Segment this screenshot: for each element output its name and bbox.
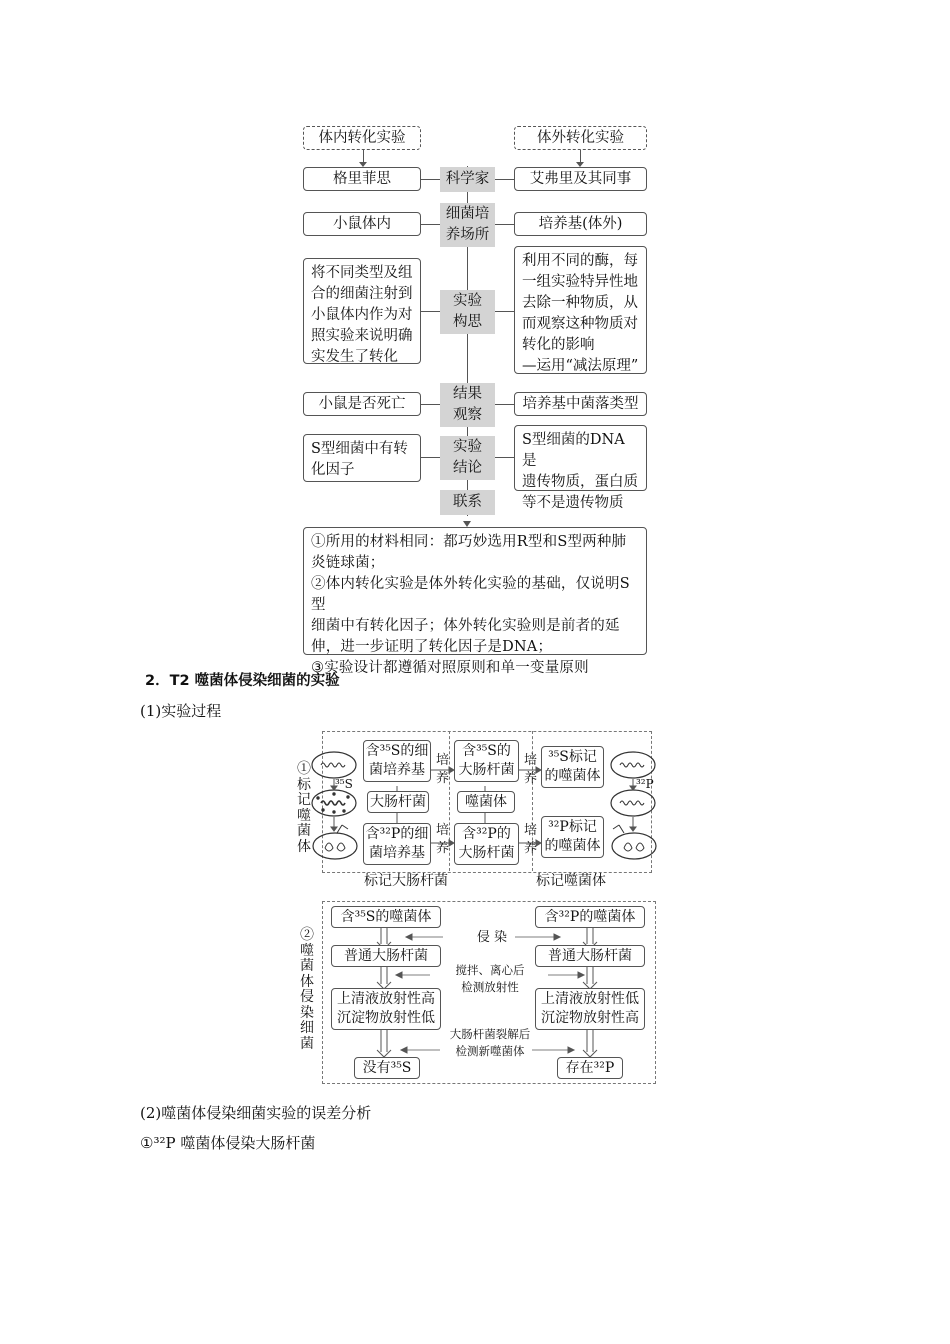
normal-ecoli-left: 普通大肠杆菌 [331, 945, 441, 967]
phage-p32-infect: 含³²P的噬菌体 [535, 906, 645, 928]
culture-label: 培 养 [436, 753, 450, 786]
design-left: 将不同类型及组 合的细菌注射到 小鼠体内作为对 照实验来说明确 实发生了转化 [303, 258, 421, 364]
medium-s35: 含³⁵S的细 菌培养基 [363, 740, 431, 782]
result-s35: 上清液放射性高 沉淀物放射性低 [331, 988, 441, 1030]
ecoli-s35: 含³⁵S的 大肠杆菌 [454, 740, 519, 782]
culture-label: 培 养 [524, 753, 538, 786]
in-vivo-title: 体内转化实验 [303, 126, 421, 150]
normal-ecoli-right: 普通大肠杆菌 [535, 945, 645, 967]
no-s35: 没有³⁵S [354, 1057, 420, 1079]
culture-place-left: 小鼠体内 [303, 212, 421, 236]
p32-tag: ³²P [636, 777, 654, 791]
culture-place-right: 培养基(体外) [514, 212, 647, 236]
result-left: 小鼠是否死亡 [303, 392, 421, 416]
sub-heading-p32: ①³²P 噬菌体侵染大肠杆菌 [140, 1134, 316, 1152]
ecoli-p32: 含³²P的 大肠杆菌 [454, 823, 519, 865]
phage-s35: ³⁵S标记 的噬菌体 [541, 746, 604, 788]
s35-tag: ³⁵S [335, 777, 353, 791]
infect-label: 侵 染 [476, 930, 508, 945]
summary-box: ①所用的材料相同：都巧妙选用R型和S型两种肺 炎链球菌； ②体内转化实验是体外转化实验的基础，仅说明S型 细菌中有转化因子；体外转化实验则是前者的延 伸，进一步证明了转化因子是DNA； ③实验设计都遵循对照原则和单一变量原则 [303, 527, 647, 655]
label-culture-place: 细菌培 养场所 [440, 203, 495, 247]
side-label-2: ②噬菌体侵染细菌 [300, 927, 314, 1052]
side-label-1: ①标记噬菌体 [297, 761, 311, 855]
scientist-left: 格里菲思 [303, 167, 421, 191]
culture-label: 培 养 [524, 823, 538, 856]
label-result: 结果 观察 [440, 383, 495, 427]
result-p32: 上清液放射性低 沉淀物放射性高 [535, 988, 645, 1030]
section-title: 2．T2 噬菌体侵染细菌的实验 [145, 673, 340, 689]
conclusion-right: S型细菌的DNA是 遗传物质，蛋白质 等不是遗传物质 [514, 425, 647, 491]
ecoli-box: 大肠杆菌 [367, 791, 429, 813]
sub-heading-process: (1)实验过程 [140, 702, 222, 720]
sub-heading-error: (2)噬菌体侵染细菌实验的误差分析 [140, 1104, 372, 1122]
lysis-note: 大肠杆菌裂解后 检测新噬菌体 [449, 1027, 531, 1058]
caption-label-ecoli: 标记大肠杆菌 [364, 873, 448, 889]
medium-p32: 含³²P的细 菌培养基 [363, 823, 431, 865]
phage-s35-infect: 含³⁵S的噬菌体 [331, 906, 441, 928]
in-vitro-title: 体外转化实验 [514, 126, 647, 150]
result-right: 培养基中菌落类型 [514, 392, 647, 416]
label-scientist: 科学家 [440, 167, 495, 192]
design-right: 利用不同的酶，每 一组实验特异性地 去除一种物质，从 而观察这种物质对 转化的影响 —运用“减法原理” [514, 246, 647, 374]
culture-label: 培 养 [436, 823, 450, 856]
phage-box: 噬菌体 [457, 791, 515, 813]
stir-note: 搅拌、离心后 检测放射性 [455, 963, 525, 994]
label-conclusion: 实验 结论 [440, 436, 495, 480]
label-link: 联系 [440, 490, 495, 515]
scientist-right: 艾弗里及其同事 [514, 167, 647, 191]
label-design: 实验 构思 [440, 290, 495, 334]
caption-label-phage: 标记噬菌体 [536, 873, 606, 889]
conclusion-left: S型细菌中有转 化因子 [303, 434, 421, 482]
phage-p32: ³²P标记 的噬菌体 [541, 816, 604, 858]
has-p32: 存在³²P [557, 1057, 623, 1079]
